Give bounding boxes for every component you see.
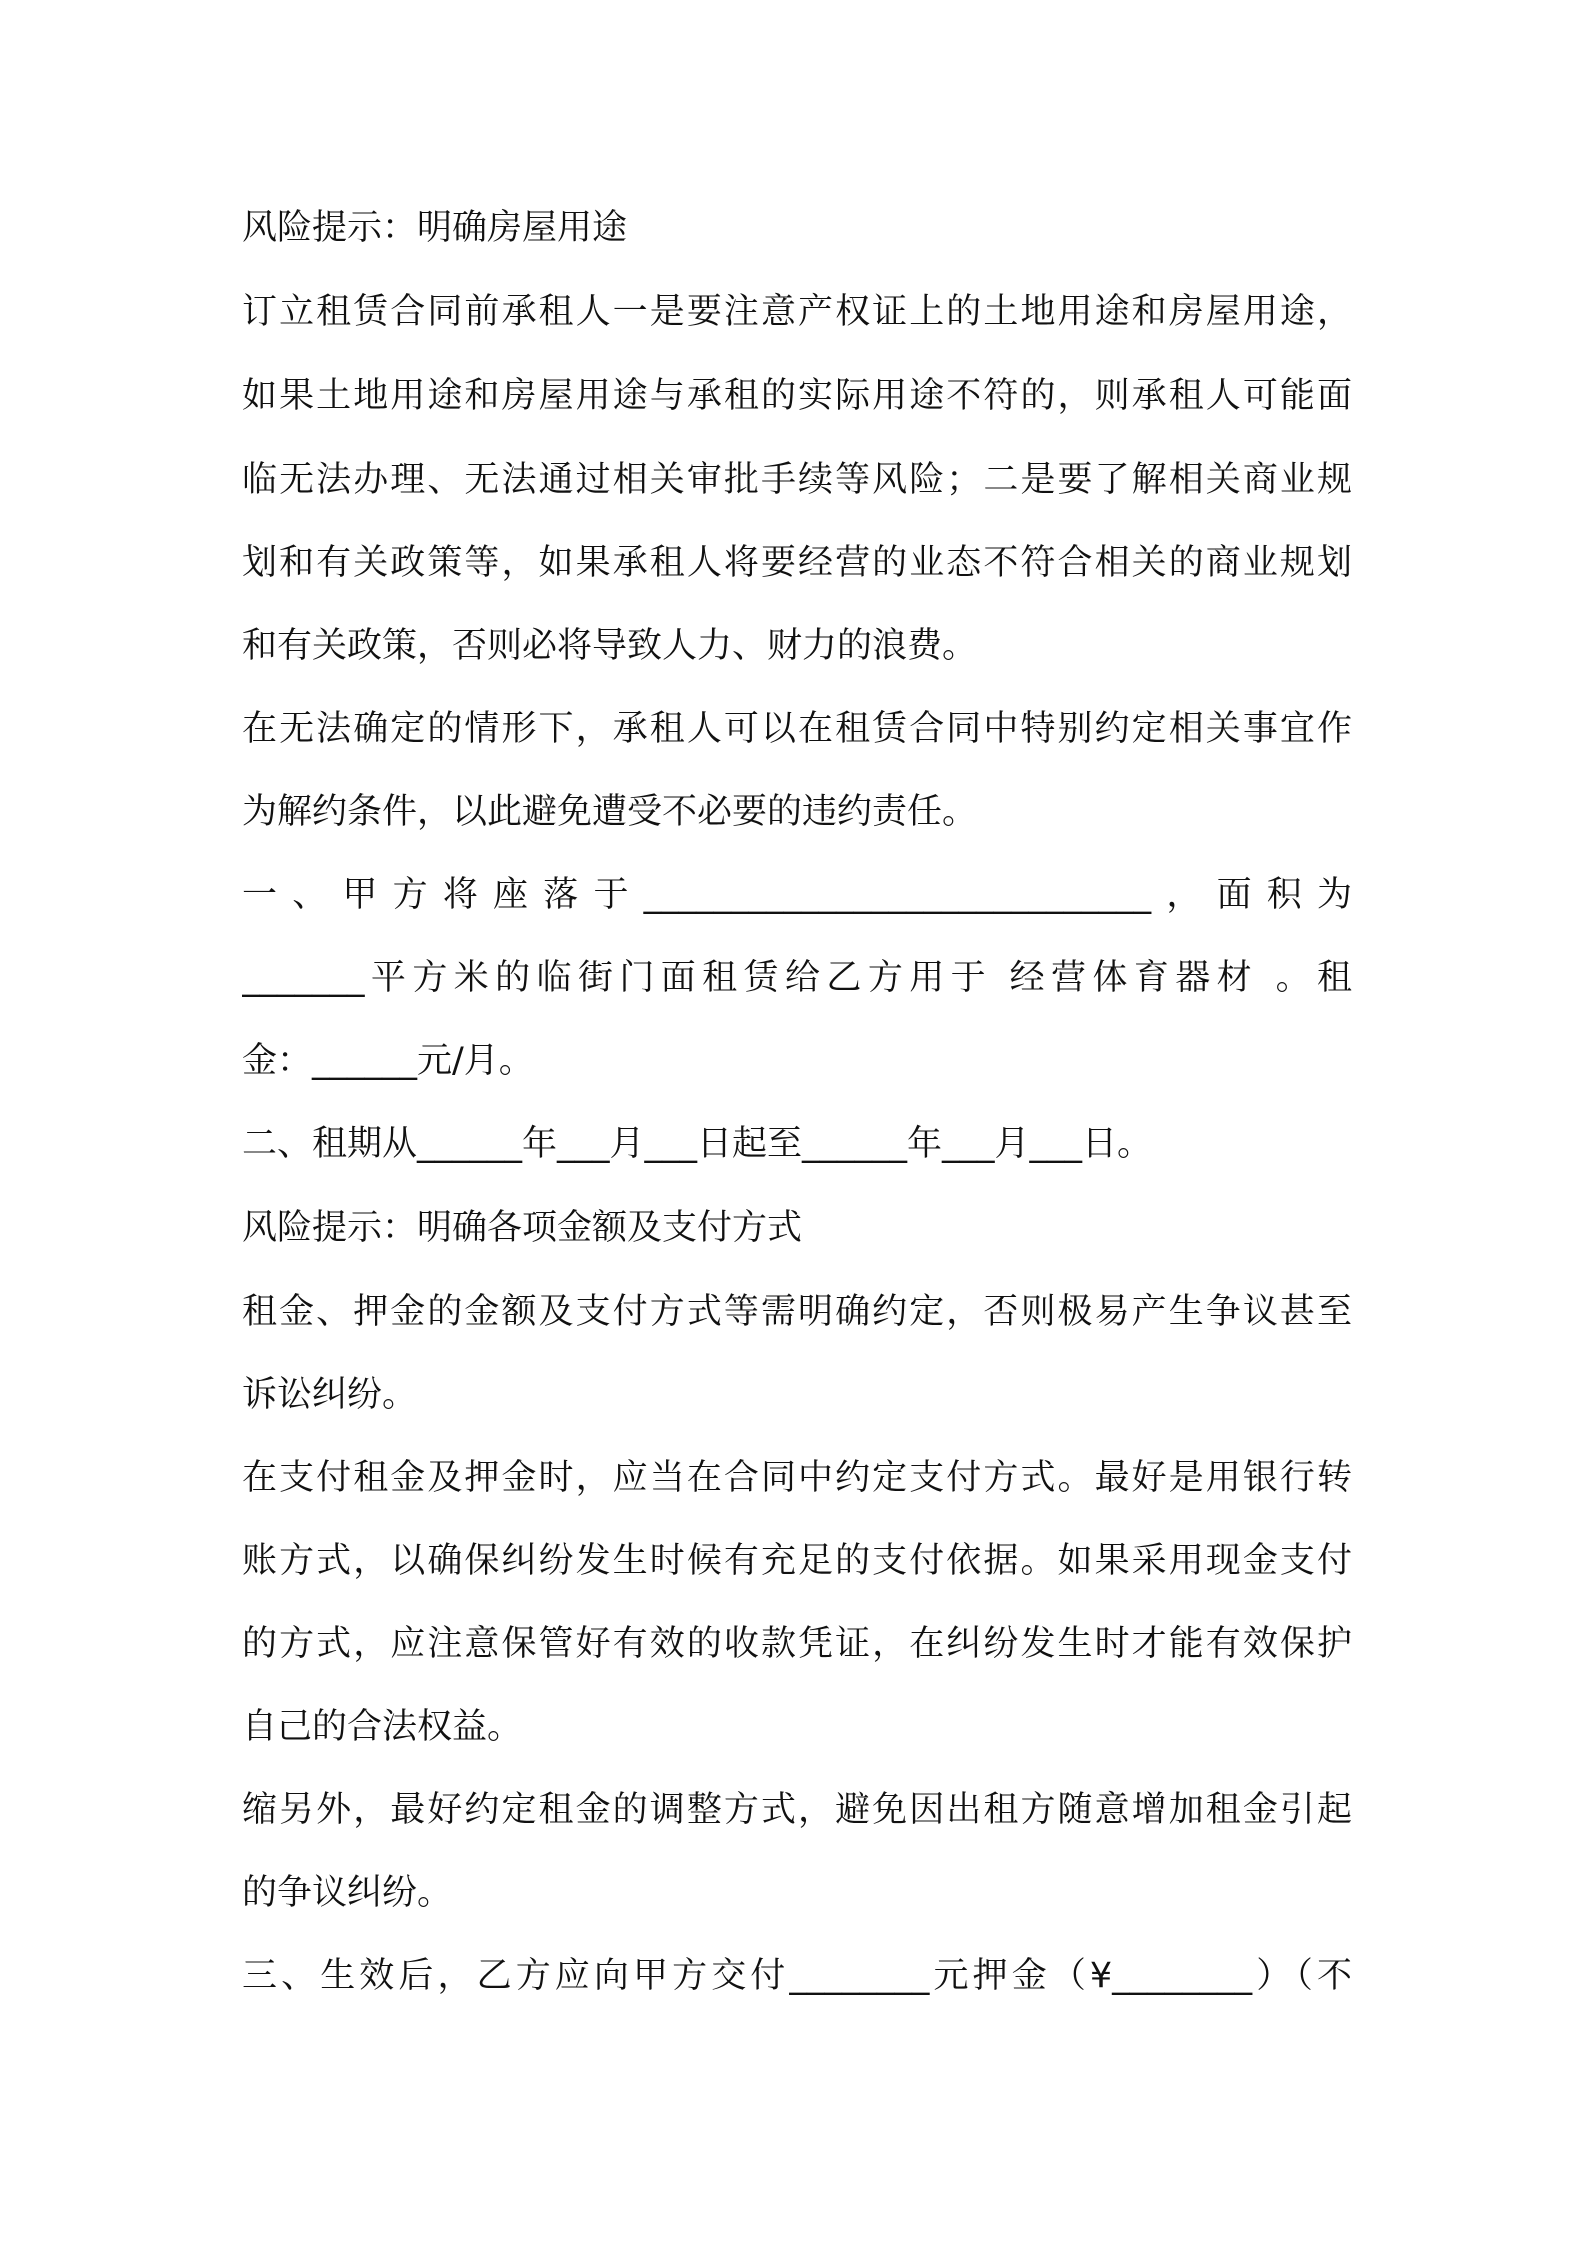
paragraph-line: 和有关政策，否则必将导致人力、财力的浪费。 [242,626,978,666]
paragraph-line: 的争议纠纷。 [242,1873,453,1913]
clause-line: 金：______元/月。 [242,1041,534,1081]
paragraph-line: 划和有关政策等，如果承租人将要经营的业态不符合相关的商业规划 [242,543,1352,583]
clause-line: 一、甲方将座落于_____________________________，面积为 [242,875,1352,915]
paragraph-line: 账方式，以确保纠纷发生时候有充足的支付依据。如果采用现金支付 [242,1541,1352,1581]
paragraph-line: 如果土地用途和房屋用途与承租的实际用途不符的，则承租人可能面 [242,376,1352,416]
clause-line: _______平方米的临街门面租赁给乙方用于 经营体育器材 。租 [242,958,1352,998]
paragraph-line: 订立租赁合同前承租人一是要注意产权证上的土地用途和房屋用途， [242,292,1352,332]
paragraph-line: 的方式，应注意保管好有效的收款凭证，在纠纷发生时才能有效保护 [242,1624,1352,1664]
paragraph-line: 诉讼纠纷。 [242,1375,418,1415]
paragraph-line: 租金、押金的金额及支付方式等需明确约定，否则极易产生争议甚至 [242,1292,1352,1332]
risk-tip-heading: 风险提示：明确房屋用途 [242,208,628,248]
paragraph-line: 缩另外，最好约定租金的调整方式，避免因出租方随意增加租金引起 [242,1790,1352,1830]
clause-line: 二、租期从______年___月___日起至______年___月___日。 [242,1124,1153,1164]
paragraph-line: 为解约条件，以此避免遭受不必要的违约责任。 [242,792,978,832]
paragraph-line: 在无法确定的情形下，承租人可以在租赁合同中特别约定相关事宜作 [242,709,1352,749]
risk-tip-heading: 风险提示：明确各项金额及支付方式 [242,1208,803,1248]
paragraph-line: 在支付租金及押金时，应当在合同中约定支付方式。最好是用银行转 [242,1458,1352,1498]
clause-line: 三、生效后，乙方应向甲方交付________元押金（¥________）（不 [242,1956,1352,1996]
paragraph-line: 临无法办理、无法通过相关审批手续等风险；二是要了解相关商业规 [242,460,1352,500]
paragraph-line: 自己的合法权益。 [242,1707,523,1747]
